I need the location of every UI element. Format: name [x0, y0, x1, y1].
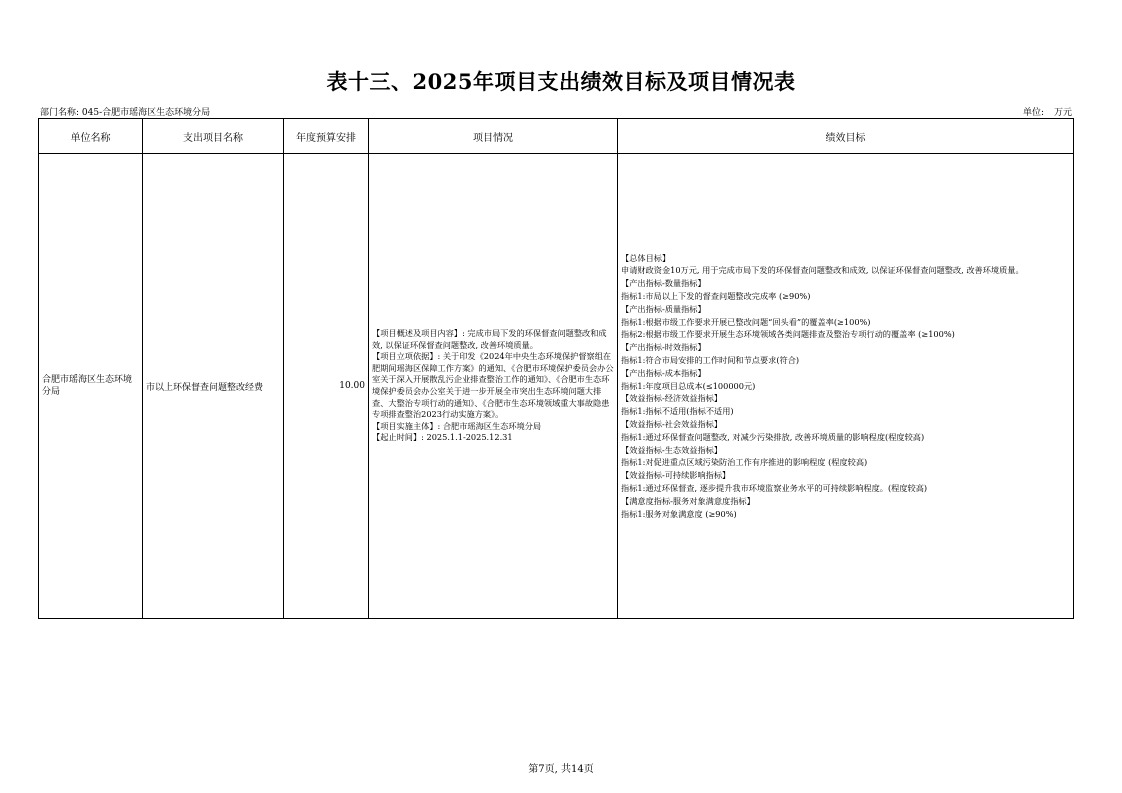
performance-table	[38, 118, 1074, 619]
project-implementer: 【项目实施主体】: 合肥市瑶海区生态环境分局	[372, 420, 542, 431]
perf-line: 【效益指标-生态效益指标】	[621, 444, 723, 455]
unit-value: 万元	[1053, 108, 1072, 118]
perf-line: 指标1:市局以上下发的督查问题整改完成率 (≥90%)	[621, 291, 811, 302]
cell-project-name: 市以上环保督查问题整改经费	[143, 154, 284, 619]
table-header-row	[39, 119, 1074, 154]
perf-line: 指标1:根据市级工作要求开展已整改问题“回头看”的覆盖率(≥100%)	[621, 316, 871, 327]
cell-project-description	[369, 154, 618, 619]
project-basis: 【项目立项依据】: 关于印发《2024年中央生态环境保护督察组在肥期间瑶海区保障工作方案》的通知、《合肥市环境保护委员会办公室关于深入开展散乱污企业排查整治工作的通知》、《合肥市生态环境保护委员会办公室关于进一步开展全市突出生态环境问题大排查、大整治专项行动的通知》、《合肥市生态环境领域重大事故隐患专项排查整治2023行动实施方案》。	[372, 351, 614, 420]
page-title: 表十三、2025年项目支出绩效目标及项目情况表	[326, 69, 796, 94]
perf-line: 【产出指标-数量指标】	[621, 278, 706, 289]
perf-line: 【效益指标-可持续影响指标】	[621, 470, 731, 481]
perf-line: 【总体目标】	[621, 252, 671, 263]
project-overview: 【项目概述及项目内容】: 完成市局下发的环保督查问题整改和成效, 以保证环保督查问题整改, 改善环境质量。	[372, 328, 607, 350]
perf-line: 【效益指标-经济效益指标】	[621, 393, 723, 404]
perf-line: 指标1:符合市局安排的工作时间和节点要求(符合)	[621, 355, 800, 365]
department-label: 部门名称: 045-合肥市瑶海区生态环境分局	[40, 108, 211, 118]
cell-budget: 10.00	[284, 154, 369, 619]
header-unit-name: 单位名称	[39, 119, 143, 154]
unit-label: 单位:	[1022, 108, 1044, 118]
header-performance-target: 绩效目标	[618, 119, 1074, 154]
perf-line: 指标1:服务对象满意度 (≥90%)	[621, 508, 737, 519]
perf-line: 申请财政资金10万元, 用于完成市局下发的环保督查问题整改和成效, 以保证环保督查问题整改, 改善环境质量。	[621, 265, 1024, 276]
cell-performance-targets	[618, 154, 1074, 619]
header-project-name: 支出项目名称	[143, 119, 284, 154]
perf-line: 指标2:根据市级工作要求开展生态环境领域各类问题排查及整治专项行动的覆盖率 (≥100%)	[621, 329, 955, 340]
perf-line: 【产出指标-质量指标】	[621, 303, 706, 314]
table-row	[39, 154, 1074, 619]
perf-line: 指标1:对促进重点区域污染防治工作有序推进的影响程度 (程度较高)	[621, 457, 868, 468]
header-annual-budget: 年度预算安排	[284, 119, 369, 154]
perf-line: 指标1:指标不适用(指标不适用)	[621, 406, 734, 417]
unit-info	[1013, 105, 1072, 118]
cell-unit-name: 合肥市瑶海区生态环境分局	[39, 154, 143, 619]
perf-line: 【满意度指标-服务对象满意度指标】	[621, 495, 755, 506]
perf-line: 指标1:通过环保督查问题整改, 对减少污染排放, 改善环境质量的影响程度(程度较高)	[621, 431, 925, 442]
project-period: 【起止时间】: 2025.1.1-2025.12.31	[372, 432, 513, 443]
perf-line: 【效益指标-社会效益指标】	[621, 418, 723, 429]
perf-line: 指标1:通过环保督查, 逐步提升我市环境监察业务水平的可持续影响程度。(程度较高)	[621, 482, 928, 493]
perf-line: 【产出指标-时效指标】	[621, 342, 706, 353]
header-project-situation: 项目情况	[369, 119, 618, 154]
perf-line: 指标1:年度项目总成本(≤100000元)	[621, 380, 756, 391]
perf-line: 【产出指标-成本指标】	[621, 367, 706, 378]
page-footer: 第7页, 共14页	[528, 764, 594, 775]
